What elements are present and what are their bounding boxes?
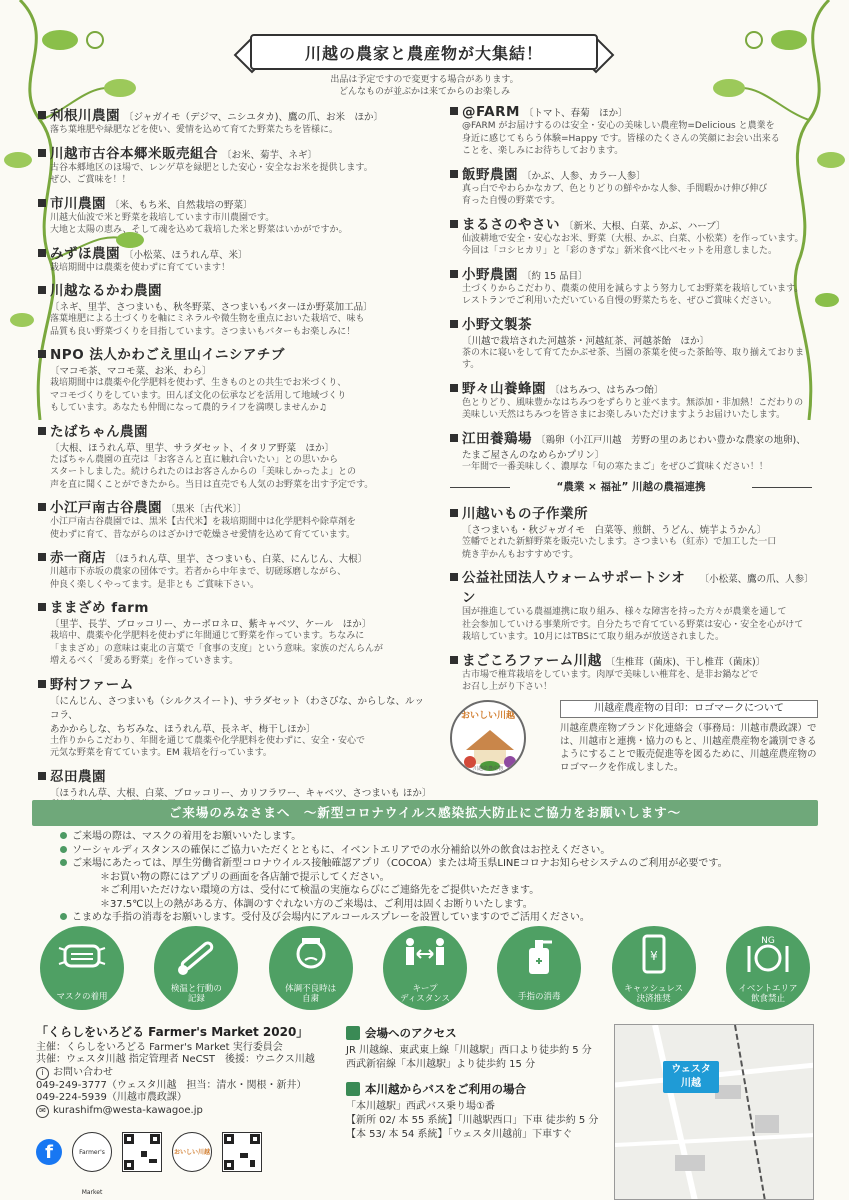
- farm-name: 川越なるかわ農園: [50, 283, 162, 299]
- farm-description: 仙波耕地で安全・安心なお米、野菜（大根、かぶ、白菜、小松菜）を作っています。: [462, 233, 804, 244]
- farm-entry: [38, 596, 428, 668]
- farm-entry: [38, 279, 428, 338]
- farm-description: ぜひ、ご賞味を！！: [50, 175, 131, 185]
- sick-person-icon: 体調不良時は 自粛: [269, 926, 353, 1010]
- farm-description: 「ままざめ」の意味は東北の言葉で「食事の支度」という意味。家族のだんらんが: [50, 643, 384, 654]
- covid-item: こまめな手指の消毒をお願いします。受付及び会場内にアルコールスプレーを設置していますのでご活用ください。: [60, 911, 820, 925]
- covid-subitem: ＊お買い物の際にはアプリの画面を各店舗で提示してください。: [100, 871, 390, 883]
- covid-banner: ご来場のみなさまへ 〜新型コロナウイルス感染拡大防止にご協力をお願いします〜: [32, 800, 818, 826]
- covid-subitem: ＊ご利用いただけない環境の方は、受付にて検温の実施ならびにご連絡先をご提供いただきます。: [100, 885, 540, 896]
- farm-name: 公益社団法人ウォームサポートシオン: [462, 570, 686, 606]
- farm-name: 小江戸南古谷農園: [50, 500, 162, 516]
- farm-name: 小野文製茶: [462, 316, 532, 333]
- farm-entry: [38, 142, 428, 187]
- bullet-icon: [450, 509, 458, 517]
- farm-products: 〔ほうれん草、大根、白菜、ブロッコリー、カリフラワー、キャベツ、さつまいも ほか〕: [50, 787, 432, 799]
- farm-description: 古市場で椎茸栽培をしています。肉厚で美味しい椎茸を、是非お鍋などで: [462, 669, 759, 680]
- farm-name: ままざめ farm: [50, 600, 149, 616]
- farm-description: 声を直に聞くことができたから。当日は直売でも人気のお野菜を出す予定です。: [50, 479, 374, 490]
- phone-1[interactable]: 049-249-3777（ウェスタ川越 担当：清水・関根・新井）: [36, 1079, 307, 1091]
- bullet-icon: [38, 427, 46, 435]
- farm-name: NPO 法人かわごえ里山イニシアチブ: [50, 347, 285, 363]
- bullet-icon: [38, 111, 46, 119]
- farm-description: 品質も良い野菜づくりを目指しています。さつまいもバターもお楽しみに！: [50, 326, 356, 337]
- farm-entry: [450, 163, 812, 208]
- farm-description: 今回は「コシヒカリ」と「彩のきずな」新米食べ比べセットを用意しました。: [462, 246, 778, 256]
- farm-description: 茶の木に寝いをして育てたかぶせ茶、当園の茶葉を使った茶飴等、取り揃えております。: [462, 347, 805, 370]
- farm-description: 古谷本郷地区のほ場で、レンゲ草を緑肥とした安心・安全なお米を提供します。: [50, 162, 373, 173]
- oishii-kawagoe-logo: [450, 700, 526, 776]
- bullet-icon: [38, 249, 46, 257]
- farm-description: 育った自慢の野菜です。: [462, 196, 561, 206]
- logo-section: [450, 700, 820, 782]
- farm-description: もしています。あなたも仲間になって農的ライフを満喫しませんか♫: [50, 403, 327, 413]
- farm-description: 栽培しています。10月にはTBSにて取り組みが放送されました。: [462, 632, 724, 642]
- logo-text: おいしい川越: [460, 711, 515, 721]
- farm-products: 〔里芋、長芋、ブロッコリー、カーボロネロ、紫キャベツ、ケール ほか〕: [50, 619, 372, 630]
- farm-entry: [38, 496, 428, 541]
- farm-entry: [38, 420, 428, 492]
- qr-code-icon-2[interactable]: [222, 1132, 262, 1172]
- header-notice: 出品は予定ですので変更する場合があります。 どんなものが並ぶかは来てからのお楽しみ: [330, 75, 519, 97]
- thermometer-icon: 検温と行動の 記録: [154, 926, 238, 1010]
- farm-description: 栽培期間中は農薬を使わずに育てています！: [50, 262, 231, 273]
- farm-name: 小野農園: [462, 266, 518, 283]
- bullet-icon: [450, 107, 458, 115]
- qr-code-icon[interactable]: [122, 1132, 162, 1172]
- bullet-icon: [38, 149, 46, 157]
- farm-entry: [450, 104, 812, 158]
- farm-products: 〔黒米〔古代米〕〕: [166, 504, 247, 515]
- farm-entry: [38, 192, 428, 237]
- sanitizer-icon: 手指の消毒: [497, 926, 581, 1010]
- farm-name: まごころファーム川越: [462, 652, 602, 669]
- farm-name: 忍田農園: [50, 768, 106, 785]
- farm-entry: [450, 649, 812, 694]
- farm-description: 使わずに育て、昔ながらのはざかけで乾燥させ愛情を込めて育てています。: [50, 529, 356, 540]
- access-info: 会場へのアクセス JR 川越線、東武東上線「川越駅」西口より徒歩約 5 分 西武新宿線「本川越駅」より徒歩約 15 分 本川越からバスをご利用の場合 「本川越駅」西武バス乗り場①番 【新所 02/ 本 55 系統】「川越駅西口」下車 徒歩約 5 分 【本 53/ 本 54 系統】「ウェスタ川越前」下車すぐ: [346, 1026, 599, 1140]
- farm-entry: [38, 546, 428, 591]
- farm-products: 〔ジャガイモ（デジマ、ニシユタカ)、鷹の爪、お米 ほか〕: [124, 112, 383, 123]
- farm-description: 社会参加していける事業所です。自分たちで育てている野菜は安心・安全を心がけて: [462, 619, 804, 630]
- farm-products: 〔マコモ茶、マコモ菜、お米、わら〕: [50, 366, 212, 377]
- farm-products: 〔生椎茸（菌床)、干し椎茸（菌床)〕: [605, 656, 766, 668]
- bullet-icon: [450, 170, 458, 178]
- farm-list-collab: [450, 502, 812, 694]
- farm-description: 川越大仙波で米と野菜を栽培しています市川農園です。: [50, 212, 275, 223]
- farm-description: 落葉堆肥による土づくりを軸にミネラルや微生物を重点においた栽培で、味も: [50, 314, 365, 324]
- covid-guidelines: [60, 830, 820, 925]
- farm-description: 川越市下赤坂の農家の団体です。若者から中年まで、切磋琢磨しながら、: [50, 567, 347, 577]
- bullet-icon: [38, 772, 46, 780]
- walk-icon: [346, 1026, 360, 1040]
- farm-products: 〔はちみつ、はちみつ飴〕: [550, 384, 664, 396]
- farm-description: お召し上がり下さい！: [462, 682, 553, 692]
- farm-entry: [450, 427, 812, 474]
- farm-name: たばちゃん農園: [50, 423, 148, 440]
- farm-description: 真っ白でやわらかなカブ、色とりどりの鮮やかな人参、手間暇かけ伸び伸び: [462, 183, 768, 194]
- farm-description: 色とりどり、風味豊かなはちみつをずらりと並べます。無添加・非加熱！こだわりの: [462, 397, 804, 408]
- farm-products: 〔鶏卵（小江戸川越 芳野の里のあじわい豊かな農家の地卵)、: [536, 434, 806, 446]
- farm-entry: [450, 377, 812, 422]
- bullet-icon: [450, 320, 458, 328]
- event-title: 「くらしをいろどる Farmer's Market 2020」: [36, 1025, 309, 1039]
- covid-icons: [40, 926, 810, 1018]
- farm-description: @FARM がお届けするのは安全・安心の美味しい農産物=Delicious と農業を: [462, 121, 775, 131]
- farm-products: 〔大根、ほうれん草、里芋、サラダセット、イタリア野菜 ほか〕: [50, 442, 335, 454]
- farm-products: 〔新米、大根、白菜、かぶ、ハーブ〕: [564, 220, 726, 232]
- farm-products: 〔トマト、春菊 ほか〕: [523, 108, 628, 119]
- farm-name: 市川農園: [50, 195, 106, 212]
- farm-products: 〔米、もち米、自然栽培の野菜〕: [110, 199, 253, 211]
- farm-products: 〔お米、菊芋、ネギ〕: [222, 149, 318, 161]
- bullet-icon: [450, 384, 458, 392]
- page-title: 川越の農家と農産物が大集結！: [304, 43, 543, 63]
- farm-description: 笠幡でとれた新鮮野菜を販売いたします。さつまいも（紅赤）で加工した一口: [462, 537, 777, 547]
- bus-icon: [346, 1082, 360, 1096]
- farm-description: ことを、楽しみにお待ちしております。: [462, 146, 624, 156]
- farm-description: 栽培期間中は農薬や化学肥料を使わず、生きものとの共生でお米づくり、: [50, 378, 347, 388]
- logo-heading: 川越産農産物の目印：ロゴマークについて: [560, 700, 818, 718]
- farm-products: 〔さつまいも・秋ジャガイモ 白菜等、煎餅、うどん、焼芋ようかん〕: [462, 525, 767, 536]
- footer-logos: [36, 1132, 262, 1196]
- farm-products: 〔ネギ、里芋、さつまいも、秋冬野菜、さつまいもバターほか野菜加工品〕: [50, 302, 373, 313]
- farm-description: 土作りからこだわり、年間を通じて農薬や化学肥料を使わずに、安全・安心で: [50, 735, 366, 746]
- farm-name: みずほ農園: [50, 245, 120, 262]
- farm-entry: [450, 502, 812, 561]
- bullet-icon: [38, 603, 46, 611]
- farm-description: 小江戸南古谷農園では、黒米【古代米】を栽培期間中は化学肥料や除草剤を: [50, 517, 357, 527]
- bullet-icon: [450, 573, 458, 581]
- bullet-icon: [450, 656, 458, 664]
- farm-name: まるさのやさい: [462, 216, 560, 233]
- farm-entry: [450, 566, 812, 644]
- farm-description: 仲良く楽しくやってます。是非とも ご賞味下さい。: [50, 579, 260, 590]
- farm-description: レストランでご利用いただいている自慢の野菜たちを、ぜひご賞味ください。: [462, 296, 777, 306]
- farm-name: 川越いもの子作業所: [462, 506, 588, 522]
- farm-name: 野々山養蜂園: [462, 380, 546, 397]
- facebook-icon[interactable]: f: [36, 1139, 62, 1165]
- farm-products: 〔小松菜、鷹の爪、人参〕: [699, 574, 814, 585]
- svg-text:NG: NG: [761, 936, 775, 946]
- cashless-icon: ¥ キャッシュレス 決済推奨: [612, 926, 696, 1010]
- farm-description: 国が推進している農福連携に取り組み、様々な障害を持った方々が農業を通して: [462, 607, 787, 617]
- covid-item: ソーシャルディスタンスの確保にご協力いただくとともに、イベントエリアでの水分補給以外の飲食はお控えください。: [60, 844, 820, 858]
- farm-entry: [38, 673, 428, 760]
- footer: [0, 1020, 849, 1200]
- info-icon: i: [36, 1067, 49, 1080]
- mail-icon: ✉: [36, 1105, 49, 1118]
- covid-item: ご来場の際は、マスクの着用をお願いいたします。: [60, 830, 820, 844]
- farm-entry: [450, 213, 812, 258]
- farm-description: スタートしました。続けられたのはお客さんからの「美味しかったよ」との: [50, 467, 357, 477]
- bullet-icon: [38, 553, 46, 561]
- no-eating-icon: NG イベントエリア 飲食禁止: [726, 926, 810, 1010]
- farm-description: 焼き芋かんもおすすめです。: [462, 549, 579, 560]
- farm-description: 落ち葉堆肥や緑肥などを使い、愛情を込めて育てた野菜たちを皆様に。: [50, 125, 339, 135]
- farm-entry: [38, 104, 428, 137]
- farm-products: 〔約 15 品目〕: [522, 270, 588, 282]
- farm-description: 土づくりからこだわり、農薬の使用を減らすよう努力してお野菜を栽培しています。: [462, 283, 804, 294]
- email-link[interactable]: kurashifm@westa-kawagoe.jp: [53, 1105, 203, 1117]
- farm-description: 元気な野菜を育てています。EM 栽培を行っています。: [50, 748, 272, 758]
- distance-icon: キープ ディスタンス: [383, 926, 467, 1010]
- farm-products: 〔小松菜、ほうれん草、米〕: [124, 249, 248, 261]
- bullet-icon: [450, 220, 458, 228]
- collab-title: “農業 × 福祉” 川越の農福連携: [450, 479, 812, 494]
- farm-description: たばちゃん農園の直売は「お客さんと直に触れ合いたい」との思いから: [50, 454, 339, 465]
- farmers-market-logo: Farmer's Market: [72, 1132, 112, 1172]
- farm-products: 〔かぶ、人参、カラー人参〕: [522, 170, 646, 182]
- farm-description: 栽培中、農薬や化学肥料を使わずに年間通じて野菜を作っています。ちなみに: [50, 631, 365, 641]
- farm-products: 〔ほうれん草、里芋、さつまいも、白菜、にんじん、大根〕: [110, 554, 368, 565]
- farm-description: 身近に感じてもらう体験=Happy です。皆様のたくさんの笑顔にお会い出来る: [462, 133, 780, 144]
- farm-entry: [38, 242, 428, 275]
- svg-text:¥: ¥: [649, 949, 658, 963]
- farm-entry: [38, 343, 428, 415]
- farm-description: 増えるべく「愛ある野菜」を作っていきます。: [50, 656, 239, 666]
- bullet-icon: [450, 434, 458, 442]
- bullet-icon: [38, 680, 46, 688]
- farm-products: 〔にんじん、さつまいも（シルクスイート)、サラダセット（わさびな、からしな、ルッコラ、: [50, 695, 424, 721]
- farm-products: 〔川越で栽培された河越茶・河越紅茶、河越茶飴 ほか〕: [462, 335, 710, 347]
- farm-list-left: [38, 104, 432, 816]
- farm-name: 川越市古谷本郷米販売組合: [50, 145, 218, 162]
- farm-description: 美味しい天然はちみつを皆さまにお楽しみいただけますようお届けいたします。: [462, 410, 786, 420]
- bullet-icon: [38, 199, 46, 207]
- bullet-icon: [38, 286, 46, 294]
- farm-name: 野村ファーム: [50, 676, 134, 693]
- farm-description: マコモづくりをしています。田んぼ文化の伝承などを活用して地域づくり: [50, 390, 347, 401]
- header-banner: [250, 34, 598, 70]
- bullet-icon: [450, 270, 458, 278]
- farm-products: たまご屋さんのなめらかプリン〕: [462, 449, 605, 461]
- phone-2[interactable]: 049-224-5939（川越市農政課）: [36, 1092, 187, 1104]
- farm-list-right: [450, 104, 812, 699]
- farm-name: 赤一商店: [50, 550, 106, 566]
- map-venue-marker: ウェスタ 川越: [663, 1061, 719, 1093]
- farm-entry: [450, 313, 812, 372]
- farm-products: あかからしな、ちぢみな、ほうれん草、長ネギ、梅干しほか〕: [50, 723, 316, 735]
- farm-description: 大地と太陽の恵み、そして魂を込めて栽培した米と野菜はいかがですか。: [50, 225, 348, 235]
- bullet-icon: [38, 350, 46, 358]
- farm-name: 江田養鶏場: [462, 430, 532, 447]
- covid-subitem: ＊37.5℃以上の熱がある方、体調のすぐれない方のご来場は、ご利用は固くお断りいたします。: [100, 898, 533, 910]
- farm-list-right-main: [450, 104, 812, 473]
- farm-description: 一年間で一番美味しく、濃厚な「旬の寒たまご」をぜひご賞味ください！！: [462, 461, 768, 472]
- farm-name: 利根川農園: [50, 108, 120, 124]
- farm-entry: [450, 263, 812, 308]
- access-map[interactable]: [614, 1024, 814, 1200]
- farm-name: 飯野農園: [462, 166, 518, 183]
- covid-item: ご来場にあたっては、厚生労働省新型コロナウイルス接触確認アプリ（COCOA）または埼玉県LINEコロナお知らせシステムのご利用が必要です。: [60, 857, 820, 871]
- logo-description: 川越産農産物ブランド化連絡会（事務局：川越市農政課）では、川越市と連携・協力のもと、川越産農産物を識別できるようにすることで販売促進等を図るために、川越産農産物のロゴマークを作成しました。: [560, 723, 817, 773]
- logo-subtext: 川越産農産物: [472, 766, 503, 772]
- organizer-info: 「くらしをいろどる Farmer's Market 2020」 主催：くらしをいろどる Farmer's Market 実行委員会 共催：ウェスタ川越 指定管理者 NeCST 後援：ウニクス川越 i お問い合わせ 049-249-3777（ウェスタ川越 担当：清水・関根・新井） 049-224-5939（川越市農政課） ✉ kurashifm@westa-kawagoe.jp: [36, 1026, 336, 1118]
- farm-name: @FARM: [462, 104, 520, 120]
- bullet-icon: [38, 503, 46, 511]
- oishii-kawagoe-small-logo: おいしい川越: [172, 1132, 212, 1172]
- mask-icon: マスクの着用: [40, 926, 124, 1010]
